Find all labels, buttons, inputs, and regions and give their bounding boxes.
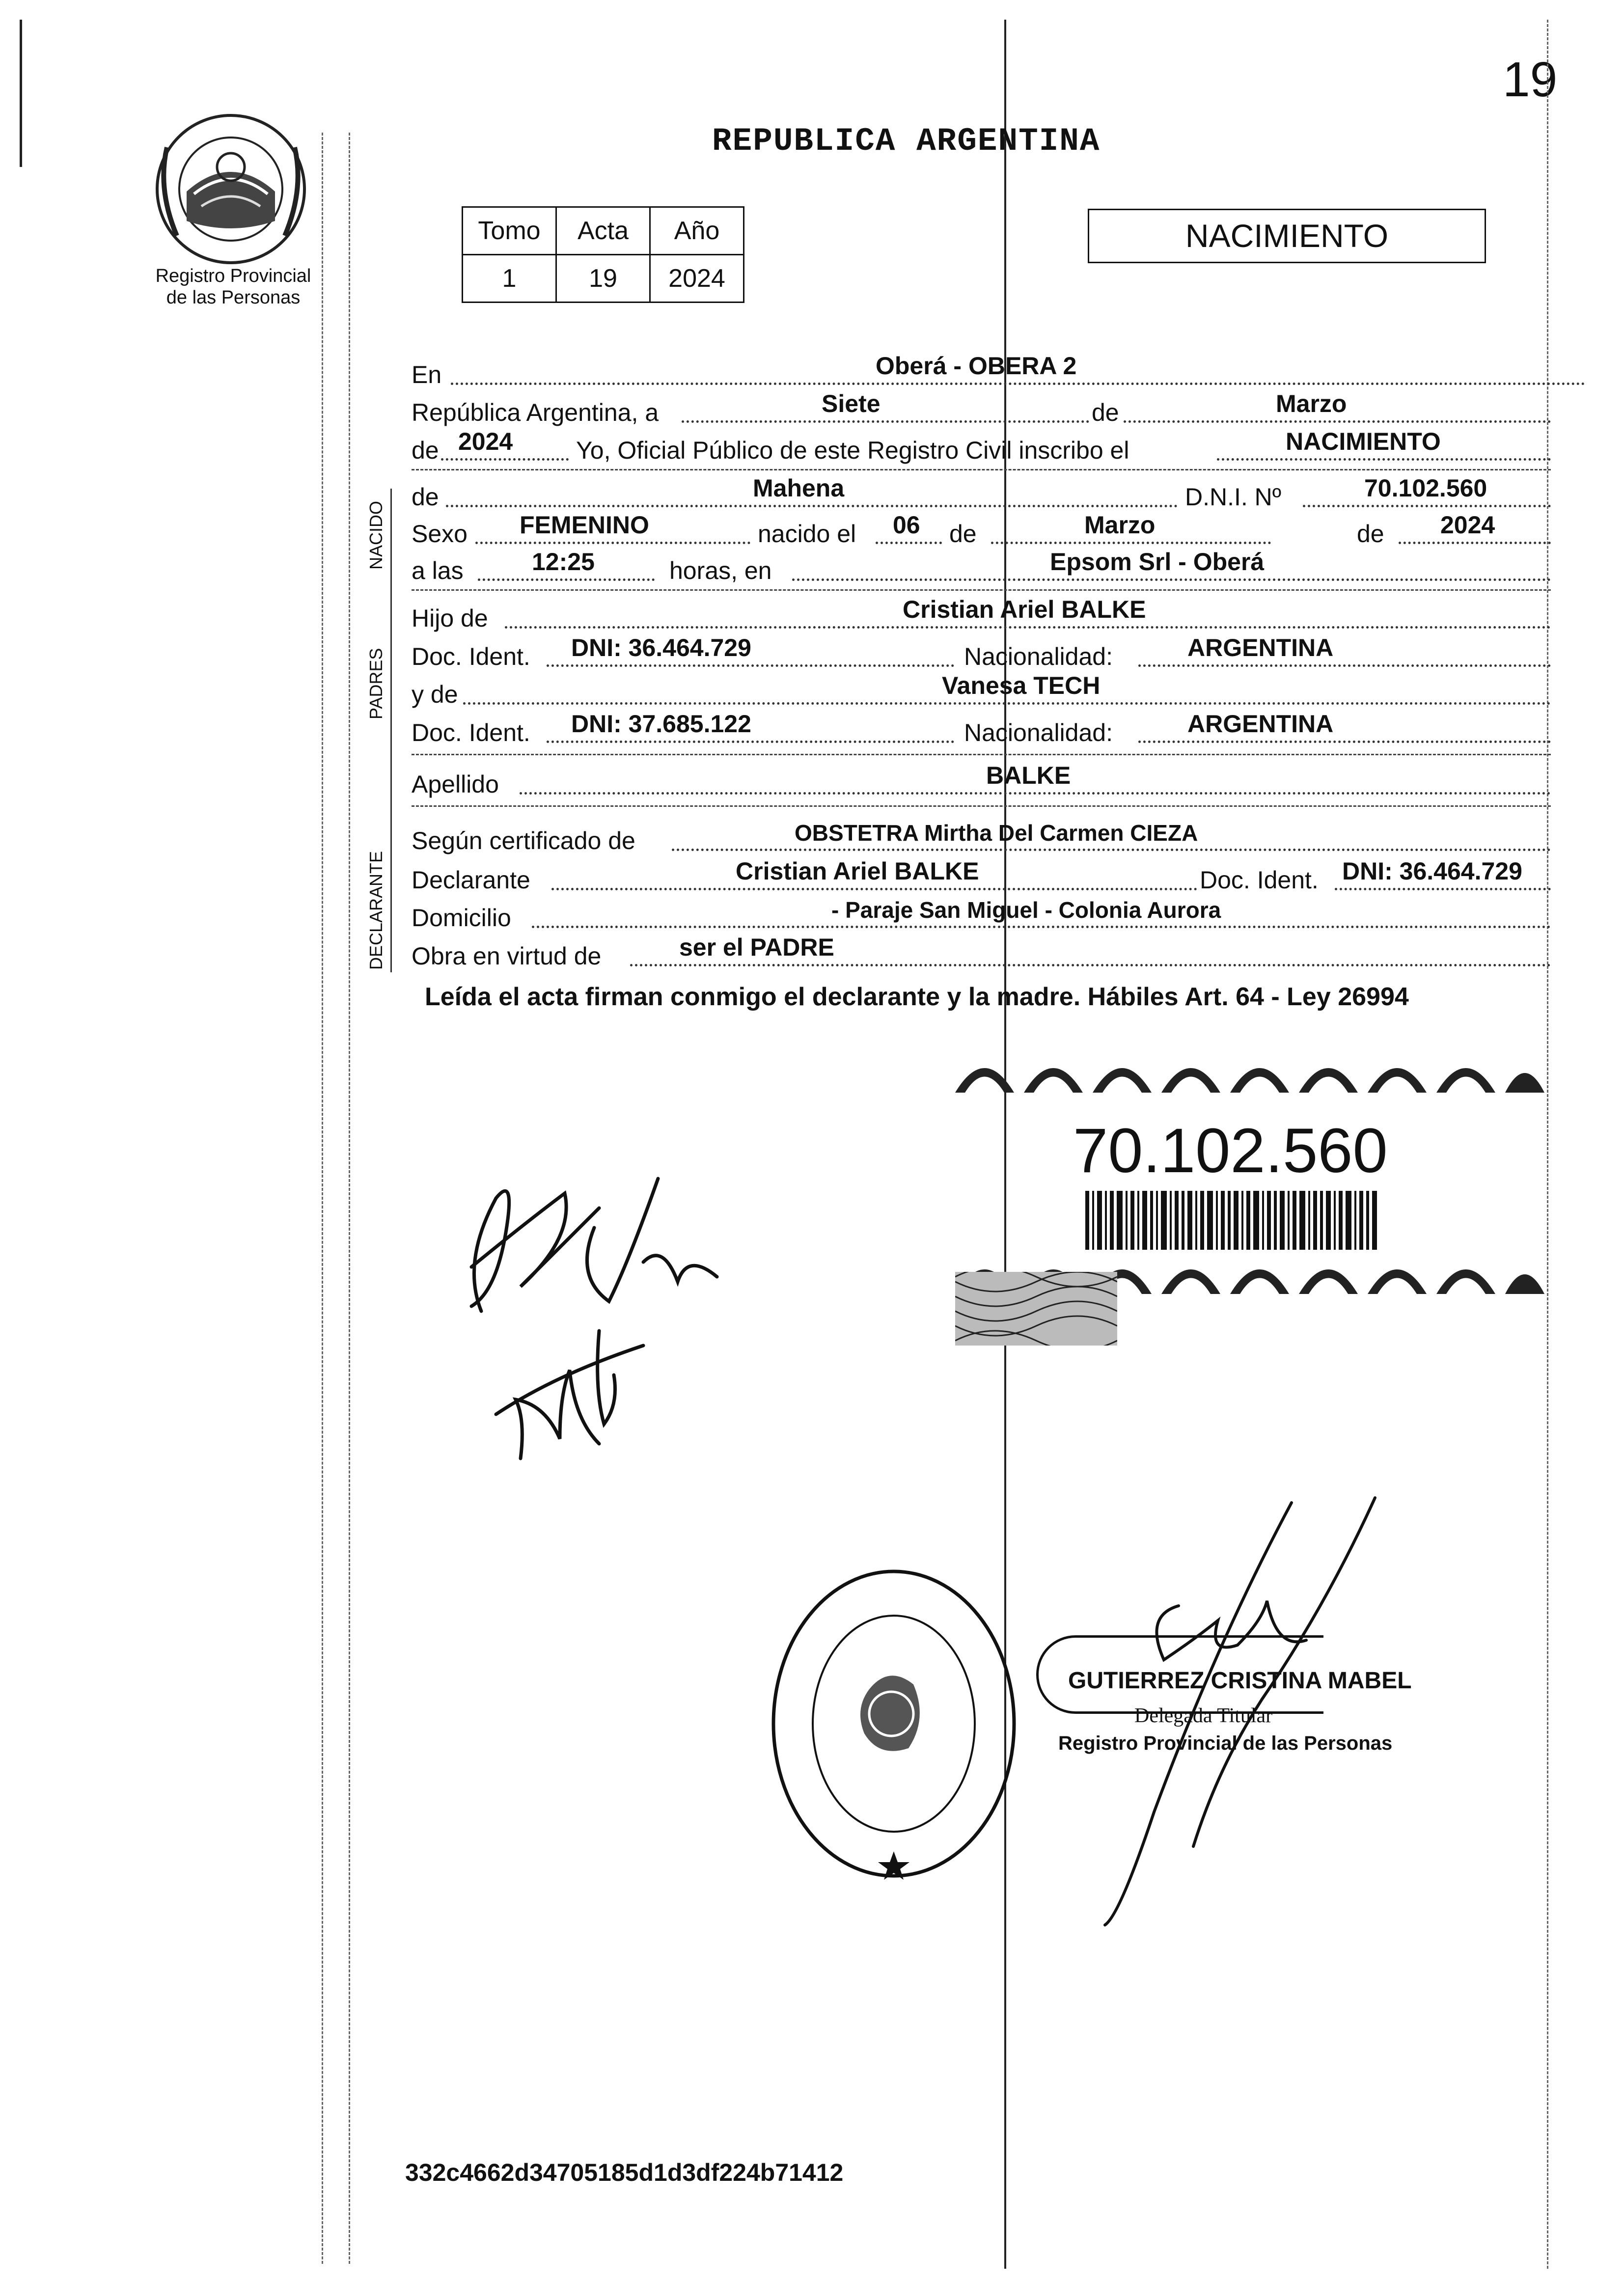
- label-hijo-de: Hijo de: [412, 605, 488, 632]
- dots-dni: [1303, 505, 1551, 507]
- row-madre: [412, 671, 1551, 709]
- row-hora: [412, 548, 1551, 585]
- dots-padre-nac: [1138, 664, 1551, 667]
- value-anio: 2024: [650, 255, 744, 302]
- dots-mes-nac: [991, 542, 1271, 544]
- security-band-top: [955, 1034, 1544, 1098]
- row-sexo: [412, 511, 1551, 548]
- registry-table-values: [463, 255, 744, 302]
- mother-signature: [486, 1321, 653, 1483]
- value-madre: Vanesa TECH: [942, 672, 1101, 699]
- registry-table-header: [463, 207, 744, 255]
- officer-role: Delegada Titular: [1134, 1705, 1273, 1727]
- label-nacionalidad-2: Nacionalidad:: [964, 719, 1113, 746]
- hologram-patch: [955, 1272, 1117, 1346]
- row-padre: [412, 595, 1551, 632]
- value-madre-doc: DNI: 37.685.122: [571, 710, 751, 738]
- row-republica: [412, 389, 1551, 427]
- label-de-3: de: [412, 483, 439, 511]
- separator-3: [412, 754, 1551, 755]
- label-de-1: de: [1092, 399, 1119, 426]
- label-nacionalidad-1: Nacionalidad:: [964, 643, 1113, 670]
- registry-table: [462, 206, 744, 303]
- value-dia-acta: Siete: [822, 390, 881, 417]
- separator-1: [412, 469, 1551, 470]
- value-domicilio: - Paraje San Miguel - Colonia Aurora: [831, 897, 1221, 923]
- label-y-de: y de: [412, 681, 458, 708]
- label-de-5: de: [1357, 520, 1384, 548]
- value-declarante: Cristian Ariel BALKE: [736, 857, 979, 885]
- label-a-las: a las: [412, 557, 464, 584]
- dots-dia-nac: [876, 542, 942, 544]
- province-logo: [147, 108, 314, 270]
- document-hash: 332c4662d34705185d1d3df224b71412: [405, 2159, 844, 2186]
- row-obra: [412, 933, 1551, 970]
- officer-office: Registro Provincial de las Personas: [1058, 1732, 1393, 1754]
- label-horas-en: horas, en: [669, 557, 772, 584]
- logo-caption-line-2: de las Personas: [166, 287, 301, 308]
- row-en: [412, 352, 1551, 389]
- value-dia-nac: 06: [893, 511, 920, 539]
- dots-mes: [1124, 420, 1551, 423]
- value-anio-nac: 2024: [1440, 511, 1495, 539]
- label-republica: República Argentina, a: [412, 399, 659, 426]
- dots-obra: [630, 964, 1551, 966]
- value-declarante-doc: DNI: 36.464.729: [1342, 857, 1522, 885]
- dni-number-large: 70.102.560: [1073, 1116, 1388, 1186]
- label-de-4: de: [949, 520, 977, 548]
- section-divider-line: [390, 489, 392, 972]
- value-madre-nac: ARGENTINA: [1187, 710, 1334, 738]
- dots-certificado: [672, 849, 1551, 851]
- label-sexo: Sexo: [412, 520, 468, 548]
- label-nacido-el: nacido el: [758, 520, 856, 548]
- left-dashed-rule: [322, 133, 323, 2264]
- dots-hora: [478, 578, 655, 581]
- separator-4: [412, 805, 1551, 807]
- label-doc-ident-3: Doc. Ident.: [1200, 866, 1319, 894]
- label-apellido: Apellido: [412, 770, 499, 798]
- dots-declarante-doc: [1335, 888, 1551, 890]
- value-tipo: NACIMIENTO: [1286, 428, 1441, 455]
- dots-en: [451, 383, 1585, 385]
- declarant-signature: [452, 1164, 727, 1326]
- label-obra: Obra en virtud de: [412, 942, 602, 970]
- dots-madre-doc: [547, 741, 954, 743]
- row-nombre: [412, 474, 1551, 511]
- header-anio: Año: [650, 207, 744, 255]
- label-segun: Según certificado de: [412, 827, 635, 854]
- value-certificado: OBSTETRA Mirtha Del Carmen CIEZA: [795, 820, 1198, 846]
- row-padre-doc: [412, 633, 1551, 671]
- label-yo: Yo, Oficial Público de este Registro Civil inscribo el: [576, 437, 1129, 464]
- logo-caption-line-1: Registro Provincial: [155, 266, 311, 286]
- document-title: REPUBLICA ARGENTINA: [712, 123, 1101, 160]
- dots-anio: [441, 458, 569, 461]
- row-declarante: [412, 857, 1551, 894]
- section-label-nacido: NACIDO: [366, 500, 386, 570]
- officer-name: GUTIERREZ CRISTINA MABEL: [1068, 1668, 1412, 1694]
- left-margin-line: [20, 20, 22, 167]
- label-domicilio: Domicilio: [412, 904, 511, 932]
- dots-lugar-nac: [792, 578, 1551, 581]
- label-en: En: [412, 361, 442, 388]
- value-hora: 12:25: [532, 548, 595, 576]
- page-number: 19: [1503, 52, 1558, 107]
- dots-domicilio: [532, 926, 1551, 928]
- value-obra: ser el PADRE: [679, 934, 834, 961]
- row-inscribo: [412, 427, 1551, 465]
- value-tomo: 1: [463, 255, 556, 302]
- dots-madre: [463, 702, 1551, 705]
- header-tomo: Tomo: [463, 207, 556, 255]
- value-padre-nac: ARGENTINA: [1187, 634, 1334, 661]
- act-kind-box: NACIMIENTO: [1088, 209, 1486, 263]
- row-certificado: [412, 818, 1551, 855]
- label-dni: D.N.I. Nº: [1185, 483, 1282, 511]
- row-apellido: [412, 761, 1551, 798]
- official-seal: [766, 1562, 1021, 1886]
- value-padre-doc: DNI: 36.464.729: [571, 634, 751, 661]
- logo-caption: [123, 265, 344, 308]
- dots-sexo: [475, 542, 750, 544]
- value-mes-acta: Marzo: [1276, 390, 1347, 417]
- dots-declarante: [551, 888, 1197, 890]
- legal-note: Leída el acta firman conmigo el declarante y la madre. Hábiles Art. 64 - Ley 26994: [425, 983, 1409, 1011]
- value-lugar: Oberá - OBERA 2: [876, 352, 1077, 380]
- dots-padre: [505, 626, 1551, 629]
- label-de-2: de: [412, 437, 439, 464]
- dots-anio-nac: [1399, 542, 1551, 544]
- dots-apellido: [520, 792, 1551, 795]
- value-anio-acta: 2024: [458, 428, 513, 455]
- header-acta: Acta: [556, 207, 650, 255]
- label-declarante: Declarante: [412, 866, 530, 894]
- value-padre: Cristian Ariel BALKE: [903, 596, 1146, 623]
- value-sexo: FEMENINO: [520, 511, 649, 539]
- label-doc-ident-2: Doc. Ident.: [412, 719, 530, 746]
- dots-tipo: [1217, 458, 1551, 461]
- label-doc-ident-1: Doc. Ident.: [412, 643, 530, 670]
- value-mes-nac: Marzo: [1084, 511, 1156, 539]
- dots-padre-doc: [547, 664, 954, 667]
- row-domicilio: [412, 895, 1551, 932]
- dots-dia: [682, 420, 1089, 423]
- value-acta: 19: [556, 255, 650, 302]
- dots-nombre: [446, 505, 1178, 507]
- separator-2: [412, 589, 1551, 591]
- dots-madre-nac: [1138, 741, 1551, 743]
- value-apellido: BALKE: [986, 762, 1071, 789]
- inner-dashed-rule: [349, 133, 350, 2264]
- section-label-padres: PADRES: [366, 648, 386, 719]
- section-label-declarante: DECLARANTE: [366, 851, 386, 970]
- value-lugar-nac: Epsom Srl - Oberá: [1050, 548, 1265, 576]
- value-dni: 70.102.560: [1364, 474, 1487, 502]
- value-nombre: Mahena: [753, 474, 845, 502]
- row-madre-doc: [412, 710, 1551, 747]
